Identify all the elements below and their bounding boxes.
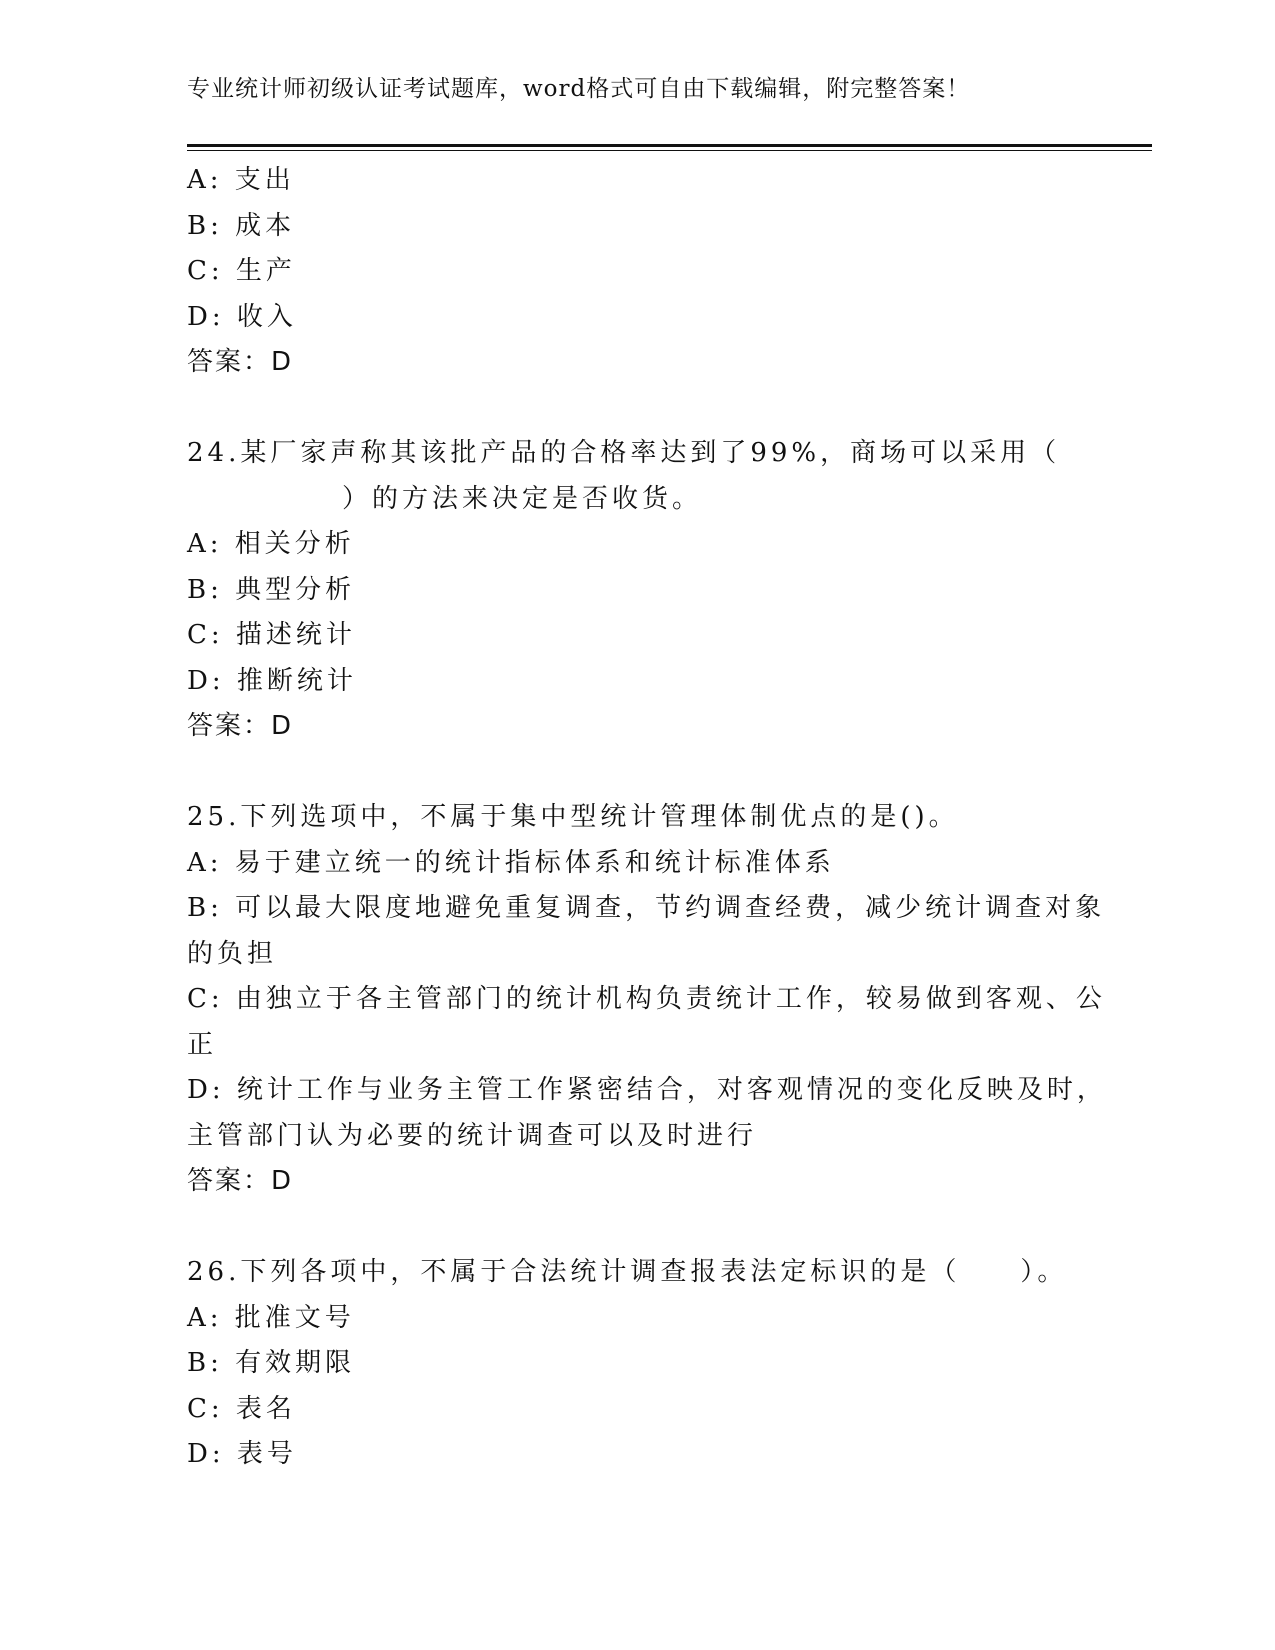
question-26 bbox=[187, 1250, 1117, 1478]
option-d: D: 推断统计 bbox=[187, 665, 357, 696]
option-b-continued: 的负担 bbox=[187, 938, 278, 969]
header-rule-thick bbox=[187, 144, 1152, 147]
option-c: C: 描述统计 bbox=[187, 620, 356, 650]
option-a: A: 易于建立统一的统计指标体系和统计标准体系 bbox=[187, 847, 835, 878]
answer: 答案：D bbox=[187, 347, 294, 377]
option-c: C: 由独立于各主管部门的统计机构负责统计工作，较易做到客观、公 bbox=[187, 984, 1106, 1014]
option-a: A: 批准文号 bbox=[187, 1302, 355, 1333]
option-c-continued: 正 bbox=[187, 1029, 218, 1060]
question-stem: 26.下列各项中，不属于合法统计调查报表法定标识的是（ ）。 bbox=[187, 1257, 1068, 1287]
option-b: B: 典型分析 bbox=[187, 574, 356, 605]
option-b: B: 可以最大限度地避免重复调查，节约调查经费，减少统计调查对象 bbox=[187, 893, 1106, 923]
option-b: B: 成本 bbox=[187, 210, 296, 241]
option-c: C: 表名 bbox=[187, 1393, 296, 1424]
question-stem: 25.下列选项中，不属于集中型统计管理体制优点的是()。 bbox=[187, 802, 959, 832]
question-24 bbox=[187, 431, 1117, 750]
option-c: C: 生产 bbox=[187, 256, 296, 286]
option-a: A: 支出 bbox=[187, 165, 295, 195]
header-rule-thin bbox=[187, 150, 1152, 151]
option-d: D: 表号 bbox=[187, 1439, 297, 1469]
option-d-continued: 主管部门认为必要的统计调查可以及时进行 bbox=[187, 1120, 758, 1151]
answer: 答案：D bbox=[187, 1166, 294, 1196]
question-stem-continued: ）的方法来决定是否收货。 bbox=[342, 483, 703, 514]
question-25 bbox=[187, 795, 1117, 1205]
option-d: D: 统计工作与业务主管工作紧密结合，对客观情况的变化反映及时， bbox=[187, 1075, 1107, 1105]
question-stem: 24.某厂家声称其该批产品的合格率达到了99%，商场可以采用（ bbox=[187, 438, 1061, 468]
option-b: B: 有效期限 bbox=[187, 1348, 356, 1378]
page-header: 专业统计师初级认证考试题库，word格式可自由下载编辑，附完整答案！ bbox=[187, 76, 971, 102]
question-content bbox=[187, 158, 1117, 1478]
option-d: D: 收入 bbox=[187, 301, 297, 332]
answer: 答案：D bbox=[187, 711, 294, 741]
question-23-tail bbox=[187, 158, 1117, 386]
option-a: A: 相关分析 bbox=[187, 529, 355, 559]
